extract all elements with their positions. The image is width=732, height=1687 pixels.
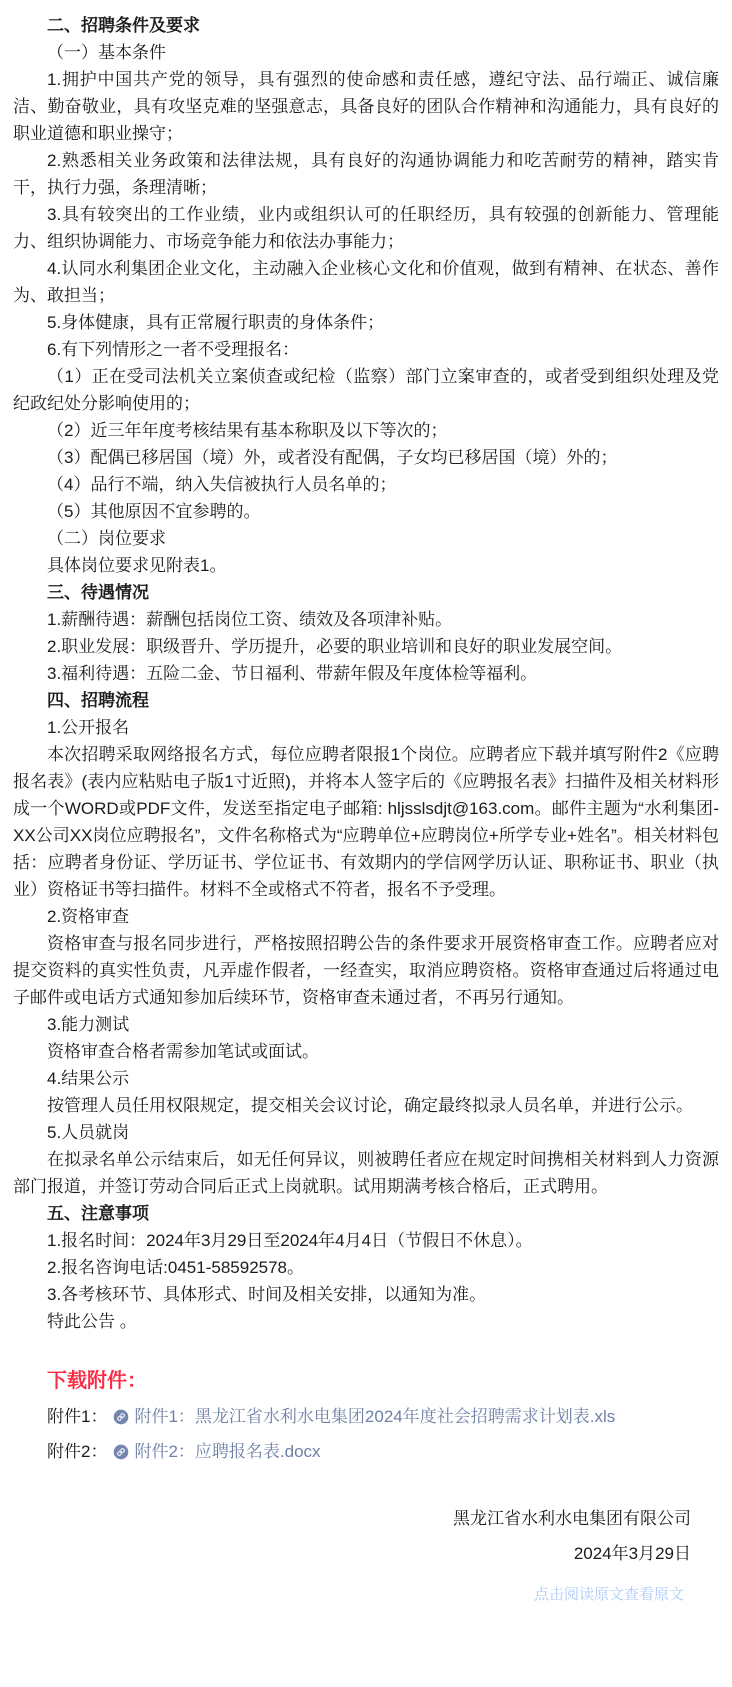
- paragraph: （5）其他原因不宜参聘的。: [47, 502, 261, 521]
- paragraph: 5.人员就岗: [47, 1123, 130, 1142]
- paragraph: 1.报名时间：2024年3月29日至2024年4月4日（节假日不休息）。: [47, 1231, 533, 1250]
- paragraph: 2.熟悉相关业务政策和法律法规，具有良好的沟通协调能力和吃苦耐劳的精神，踏实肯干，执行力强，条理清晰；: [13, 151, 719, 197]
- section-heading: 三、待遇情况: [47, 583, 149, 602]
- section-heading: 五、注意事项: [47, 1204, 149, 1223]
- paragraph: 本次招聘采取网络报名方式，每位应聘者限报1个岗位。应聘者应下载并填写附件2《应聘报名表》(表内应粘贴电子版1寸近照)，并将本人签字后的《应聘报名表》扫描件及相关材料形成一个WORD或PDF文件，发送至指定电子邮箱: hljsslsdjt@163.com。邮件主题为“水利集团-XX公司XX岗位应聘报名”，文件名称格式为“应聘单位+应聘岗位+所学专业+姓名”。相关材料包括：应聘者身份证、学历证书、学位证书、有效期内的学信网学历认证、职称证书、职业（执业）资格证书等扫描件。材料不全或格式不符者，报名不予受理。: [13, 745, 719, 899]
- paragraph: 4.结果公示: [47, 1069, 130, 1088]
- paragraph: 特此公告 。: [47, 1312, 137, 1331]
- download-section: [13, 1367, 719, 1465]
- paragraph: 2.职业发展：职级晋升、学历提升，必要的职业培训和良好的职业发展空间。: [47, 637, 623, 656]
- paragraph: 6.有下列情形之一者不受理报名：: [47, 340, 300, 359]
- paragraph: 资格审查与报名同步进行，严格按照招聘公告的条件要求开展资格审查工作。应聘者应对提交资料的真实性负责，凡弄虚作假者，一经查实，取消应聘资格。资格审查通过后将通过电子邮件或电话方式通知参加后续环节，资格审查未通过者，不再另行通知。: [13, 934, 719, 1007]
- paragraph: 1.薪酬待遇：薪酬包括岗位工资、绩效及各项津补贴。: [47, 610, 453, 629]
- paragraph: 3.各考核环节、具体形式、时间及相关安排，以通知为准。: [47, 1285, 487, 1304]
- company-name: 黑龙江省水利水电集团有限公司: [453, 1509, 691, 1528]
- document-body: [13, 12, 719, 1335]
- footer: [13, 1585, 719, 1605]
- signature-date: 2024年3月29日: [573, 1544, 691, 1563]
- attachment-row: [13, 1438, 719, 1465]
- attachment-label: 附件2：: [47, 1442, 108, 1461]
- download-attachments-title: 下载附件：: [47, 1370, 147, 1392]
- paragraph: 3.能力测试: [47, 1015, 130, 1034]
- attachment-link-docx[interactable]: 附件2：应聘报名表.docx: [134, 1442, 321, 1461]
- paragraph: （1）正在受司法机关立案侦查或纪检（监察）部门立案审查的，或者受到组织处理及党纪政纪处分影响使用的；: [13, 367, 719, 413]
- paragraph: 在拟录名单公示结束后，如无任何异议，则被聘任者应在规定时间携相关材料到人力资源部门报道，并签订劳动合同后正式上岗就职。试用期满考核合格后，正式聘用。: [13, 1150, 719, 1196]
- section-heading: 二、招聘条件及要求: [47, 16, 200, 35]
- link-icon: [113, 1444, 129, 1460]
- paragraph: 1.公开报名: [47, 718, 130, 737]
- section-heading: 四、招聘流程: [47, 691, 149, 710]
- paragraph: 3.福利待遇：五险二金、节日福利、带薪年假及年度体检等福利。: [47, 664, 538, 683]
- attachment-label: 附件1：: [47, 1407, 108, 1426]
- paragraph: （2）近三年年度考核结果有基本称职及以下等次的；: [47, 421, 448, 440]
- paragraph: （3）配偶已移居国（境）外，或者没有配偶，子女均已移居国（境）外的；: [47, 448, 618, 467]
- paragraph: 资格审查合格者需参加笔试或面试。: [47, 1042, 319, 1061]
- signature-block: [13, 1501, 719, 1571]
- paragraph: 4.认同水利集团企业文化，主动融入企业核心文化和价值观，做到有精神、在状态、善作为、敢担当；: [13, 259, 719, 305]
- paragraph: 1.拥护中国共产党的领导，具有强烈的使命感和责任感，遵纪守法、品行端正、诚信廉洁、勤奋敬业，具有攻坚克难的坚强意志，具备良好的团队合作精神和沟通能力，具有良好的职业道德和职业操守；: [13, 70, 719, 143]
- paragraph: 2.报名咨询电话:0451-58592578。: [47, 1258, 305, 1277]
- paragraph: 3.具有较突出的工作业绩，业内或组织认可的任职经历，具有较强的创新能力、管理能力、组织协调能力、市场竞争能力和依法办事能力；: [13, 205, 719, 251]
- link-icon: [113, 1409, 129, 1425]
- attachment-link-xls[interactable]: 附件1：黑龙江省水利水电集团2024年度社会招聘需求计划表.xls: [134, 1407, 616, 1426]
- paragraph: （4）品行不端，纳入失信被执行人员名单的；: [47, 475, 397, 494]
- paragraph: 具体岗位要求见附表1。: [47, 556, 227, 575]
- paragraph: 按管理人员任用权限规定，提交相关会议讨论，确定最终拟录人员名单，并进行公示。: [47, 1096, 693, 1115]
- read-original-link[interactable]: 点击阅读原文查看原文: [533, 1586, 684, 1603]
- paragraph: （一）基本条件: [47, 43, 166, 62]
- paragraph: 5.身体健康，具有正常履行职责的身体条件；: [47, 313, 385, 332]
- paragraph: 2.资格审查: [47, 907, 130, 926]
- paragraph: （二）岗位要求: [47, 529, 166, 548]
- attachment-row: [13, 1403, 719, 1430]
